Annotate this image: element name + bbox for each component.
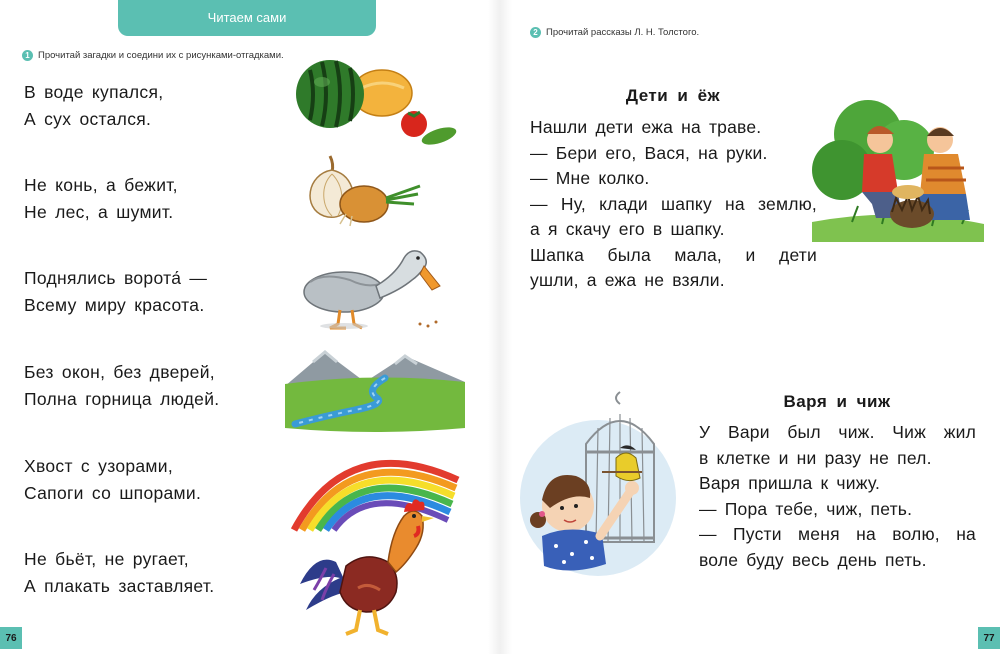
story-line: ушли, а ежа не взяли. [530, 270, 725, 290]
riddle-line: В воде купался, [24, 82, 164, 102]
story-line: У Вари был чиж. Чиж жил [699, 422, 976, 442]
riddle-line: Хвост с узорами, [24, 456, 173, 476]
girl-birdcage-icon [520, 388, 690, 584]
task-2-instruction [530, 27, 699, 38]
story-1-title: Дети и ёж [625, 86, 721, 105]
page-number-text: 77 [983, 632, 995, 644]
riddle-line: Без окон, без дверей, [24, 362, 215, 382]
riddle-4 [24, 359, 219, 413]
riddle-1 [24, 79, 163, 133]
riddle-line: А плакать заставляет. [24, 576, 215, 596]
story-line: Варя пришла к чижу. [699, 473, 881, 493]
riddle-line: А сух остался. [24, 109, 152, 129]
onion-icon[interactable] [302, 156, 422, 228]
task-number-badge: 1 [22, 50, 33, 61]
riddle-3 [24, 265, 207, 319]
story-line: — Пусти меня на волю, на [699, 524, 976, 544]
page-number-right [978, 627, 1000, 649]
river-icon[interactable] [285, 346, 465, 432]
page-number-text: 76 [5, 632, 17, 644]
story-2-text [699, 420, 976, 573]
task-number-badge: 2 [530, 27, 541, 38]
story-line: а я скачу его в шапку. [530, 219, 725, 239]
goose-icon[interactable] [300, 246, 450, 330]
vegetables-icon[interactable] [292, 58, 462, 148]
riddle-line: Поднялись ворота́ — [24, 268, 208, 288]
riddle-line: Не конь, а бежит, [24, 175, 178, 195]
riddle-line: Полна горница людей. [24, 389, 220, 409]
story-line: — Ну, клади шапку на землю, [530, 193, 817, 214]
story-line: в клетке и ни разу не пел. [699, 447, 932, 468]
story-line: — Мне колко. [530, 168, 650, 188]
story-line: Нашли дети ежа на траве. [530, 117, 762, 137]
story-1-text [530, 115, 817, 294]
riddle-line: Не лес, а шумит. [24, 202, 174, 222]
children-hedgehog-icon [812, 94, 984, 242]
task-1-instruction [22, 50, 284, 61]
riddle-line: Сапоги со шпорами. [24, 483, 202, 503]
section-title: Читаем сами [207, 10, 287, 25]
riddle-6 [24, 546, 214, 600]
page-number-left [0, 627, 22, 649]
story-2-title: Варя и чиж [783, 392, 891, 411]
task-text: Прочитай загадки и соедини их с рисунками-отгадками. [38, 50, 284, 61]
story-line: — Бери его, Вася, на руки. [530, 142, 768, 163]
riddle-line: Не бьёт, не ругает, [24, 549, 189, 569]
section-header-tab [118, 0, 376, 36]
riddle-line: Всему миру красота. [24, 295, 205, 315]
page-gutter [488, 0, 512, 654]
story-line: воле буду весь день петь. [699, 549, 927, 570]
rooster-icon[interactable] [296, 492, 446, 642]
riddle-2 [24, 172, 178, 226]
riddle-5 [24, 453, 201, 507]
story-line: Шапка была мала, и дети [530, 244, 817, 265]
task-text: Прочитай рассказы Л. Н. Толстого. [546, 27, 700, 38]
story-line: — Пора тебе, чиж, петь. [699, 498, 913, 519]
